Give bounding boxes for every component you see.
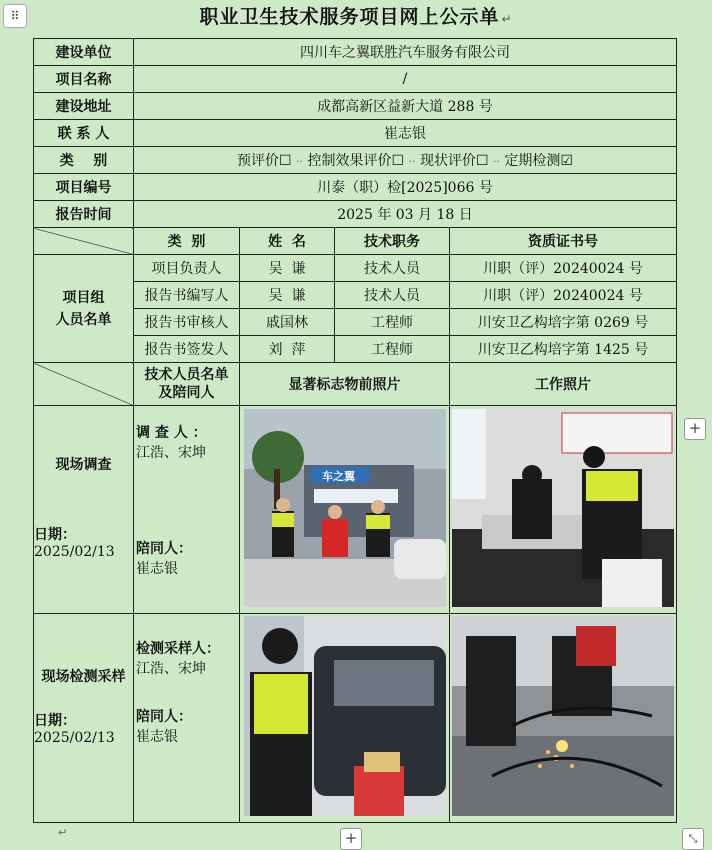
category-options: 预评价☐ ·· 控制效果评价☐ ·· 现状评价☐ ·· 定期检测☑ <box>134 147 677 174</box>
staff-cert: 川职（评）20240024 号 <box>450 282 677 309</box>
project-name-value: / <box>134 66 677 93</box>
project-name-label: 项目名称 <box>34 66 134 93</box>
contact-label: 联 系 人 <box>34 120 134 147</box>
survey-work-photo <box>450 406 677 614</box>
welding-photo-image <box>452 616 674 816</box>
sampling-escort-label: 陪同人： <box>136 709 192 725</box>
sampling-date: 2025/02/13 <box>34 730 115 746</box>
staff-cert: 川安卫乙构培字第 0269 号 <box>450 309 677 336</box>
staff-header-name: 姓 名 <box>240 228 335 255</box>
staff-name: 吴 谦 <box>240 255 335 282</box>
photo-header-landmark: 显著标志物前照片 <box>240 363 450 406</box>
survey-date-label: 日期： <box>34 527 76 543</box>
address-value: 成都高新区益新大道 288 号 <box>134 93 677 120</box>
diagonal-photo-header-cell <box>34 363 134 406</box>
add-column-icon[interactable]: + <box>684 418 706 440</box>
staff-role: 报告书签发人 <box>134 336 240 363</box>
add-row-icon[interactable]: + <box>340 828 362 850</box>
staff-name: 吴 谦 <box>240 282 335 309</box>
category-label: 类 别 <box>34 147 134 174</box>
staff-header-cert: 资质证书号 <box>450 228 677 255</box>
staff-name: 刘 萍 <box>240 336 335 363</box>
drag-handle-icon[interactable]: ⠿ <box>3 4 27 28</box>
sampling-label-cell <box>34 614 134 823</box>
investigator-label: 调 查 人 ： <box>136 425 207 441</box>
photo-header-work: 工作照片 <box>450 363 677 406</box>
page-title: 职业卫生技术服务项目网上公示单 ↵ <box>199 6 513 28</box>
category-periodic-testing: 定期检测☑ <box>504 153 573 169</box>
samplers: 江浩、宋坤 <box>136 661 206 677</box>
project-no-value: 川泰（职）检[2025]066 号 <box>134 174 677 201</box>
landmark-photo-image <box>244 409 446 607</box>
survey-escort: 崔志银 <box>136 561 178 577</box>
staff-title: 工程师 <box>335 309 450 336</box>
staff-group-label: 项目组 人员名单 <box>34 255 134 363</box>
project-no-label: 项目编号 <box>34 174 134 201</box>
sampling-date-label: 日期： <box>34 713 76 729</box>
sampling-label: 现场检测采样 <box>41 669 126 685</box>
staff-role: 报告书审核人 <box>134 309 240 336</box>
staff-cert: 川安卫乙构培字第 1425 号 <box>450 336 677 363</box>
survey-label: 现场调查 <box>55 457 112 473</box>
report-time-value: 2025 年 03 月 18 日 <box>134 201 677 228</box>
sampling-escort: 崔志银 <box>136 729 178 745</box>
survey-landmark-photo <box>240 406 450 614</box>
staff-header-title: 技术职务 <box>335 228 450 255</box>
survey-staff-cell <box>134 406 240 614</box>
category-control-effect: 控制效果评价☐ <box>307 153 405 169</box>
address-label: 建设地址 <box>34 93 134 120</box>
builder-value: 四川车之翼联胜汽车服务有限公司 <box>134 39 677 66</box>
sampling-landmark-photo <box>240 614 450 823</box>
staff-role: 项目负责人 <box>134 255 240 282</box>
report-time-label: 报告时间 <box>34 201 134 228</box>
staff-name: 戚国林 <box>240 309 335 336</box>
photo-header-staff: 技术人员名单 及陪同人 <box>134 363 240 406</box>
work-photo-image <box>452 409 674 607</box>
category-status-evaluation: 现状评价☐ <box>419 153 489 169</box>
sampling-work-photo <box>450 614 677 823</box>
staff-title: 技术人员 <box>335 255 450 282</box>
investigators: 江浩、宋坤 <box>136 445 206 461</box>
sampling-photo-image <box>244 616 446 816</box>
builder-label: 建设单位 <box>34 39 134 66</box>
staff-role: 报告书编写人 <box>134 282 240 309</box>
svg-text:车之翼: 车之翼 <box>321 469 355 483</box>
contact-value: 崔志银 <box>134 120 677 147</box>
resize-table-icon[interactable]: ⤡ <box>682 828 704 850</box>
survey-escort-label: 陪同人： <box>136 541 192 557</box>
survey-date: 2025/02/13 <box>34 544 115 560</box>
staff-header-role: 类 别 <box>134 228 240 255</box>
diagonal-header-cell <box>34 228 134 255</box>
survey-label-cell <box>34 406 134 614</box>
category-pre-evaluation: 预评价☐ <box>237 153 292 169</box>
sampling-staff-cell <box>134 614 240 823</box>
staff-cert: 川职（评）20240024 号 <box>450 255 677 282</box>
staff-title: 技术人员 <box>335 282 450 309</box>
sampler-label: 检测采样人： <box>136 641 220 657</box>
paragraph-mark: ↵ <box>58 826 68 839</box>
publicity-table <box>33 38 677 823</box>
staff-title: 工程师 <box>335 336 450 363</box>
